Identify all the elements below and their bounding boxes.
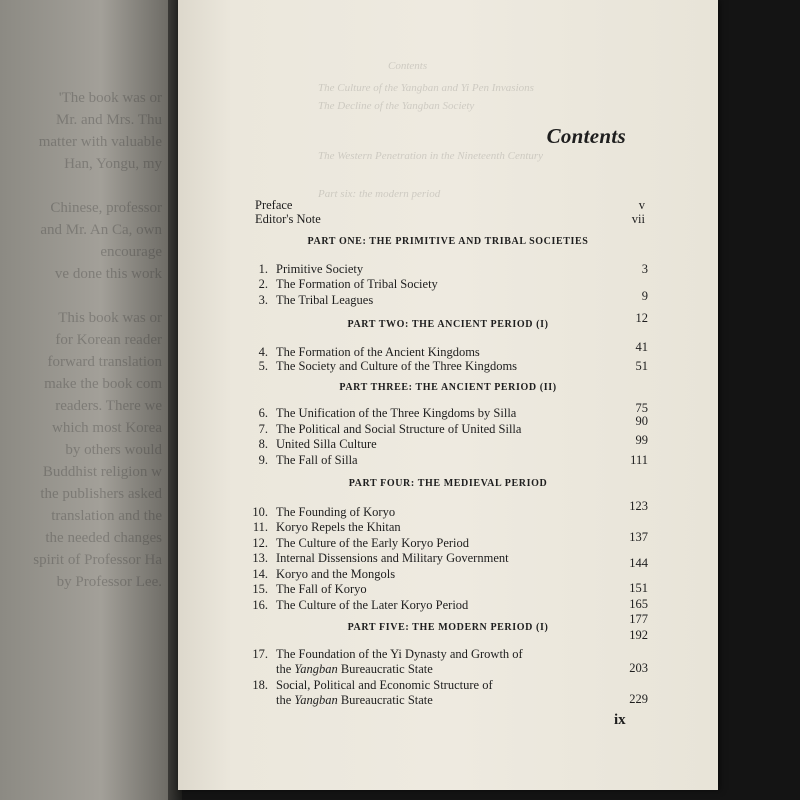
left-page-bleed-through: 'The book was or Mr. and Mrs. Thu matter with valuable Han, Yongu, my Chinese, professor and Mr. An Ca, own encourage ve done this work This book was or for Korean reader forward translation make the book com readers. There we which most Korea by others would Buddhist religion w the publishers asked translation and the the needed changes spirit of Professor Ha by Professor Lee. [0, 0, 168, 800]
chapter-page: 165 [629, 597, 648, 611]
contents-title: Contents [546, 124, 626, 148]
chapter-page: 90 [635, 414, 648, 428]
chapter-number: 10. [252, 505, 268, 519]
chapter-title: The Political and Social Structure of United Silla [276, 422, 522, 436]
chapter-number: 6. [258, 406, 268, 420]
chapter-number: 1. [258, 262, 268, 276]
chapter-title: The Culture of the Early Koryo Period [276, 536, 470, 550]
chapter-number: 5. [258, 359, 268, 373]
chapter-title: The Society and Culture of the Three Kingdoms [276, 359, 518, 373]
chapter-title: The Unification of the Three Kingdoms by Silla [276, 406, 517, 420]
chapter-title: Koryo and the Mongols [276, 567, 396, 581]
chapter-title: The Tribal Leagues [276, 293, 374, 307]
chapter-number: 18. [252, 678, 268, 692]
chapter-title: The Fall of Koryo [276, 582, 367, 596]
chapter-entry [178, 499, 718, 521]
chapter-page: 3 [641, 262, 648, 276]
chapter-title: The Formation of Tribal Society [276, 277, 438, 291]
chapter-title: The Founding of Koryo [276, 505, 396, 519]
chapter-title: The Foundation of the Yi Dynasty and Growth of [276, 647, 523, 661]
chapter-title: The Formation of the Ancient Kingdoms [276, 345, 480, 359]
chapter-number: 12. [252, 536, 268, 550]
chapter-page: 203 [629, 661, 648, 675]
entry-title: Editor's Note [255, 212, 321, 226]
chapter-entry [178, 262, 718, 278]
part-heading: PART FIVE: THE MODERN PERIOD (I) [347, 622, 549, 633]
chapter-number: 7. [258, 422, 268, 436]
chapter-title: Koryo Repels the Khitan [276, 520, 401, 534]
chapter-number: 14. [252, 567, 268, 581]
entry-title: Preface [255, 198, 293, 212]
chapter-page: 192 [629, 628, 648, 642]
contents-page: Contents The Culture of the Yangban and Yi Pen Invasions The Decline of the Yangban Society The Western Penetration in the Nineteenth Century Part six: the modern period Contents Preface v Editor's Note vii PART ONE: THE PRIMITIVE AND TRIBAL SOCIETIES 1. Primitive Society 3 2. The Formation of Tribal Society 9 3. The Tribal Leagues 12 PART TWO: THE ANCIENT PERIOD (I) 4. The Formation of the Ancient Kingdoms 41 5. The Society and Culture of the Three Kingdoms 51 PART THREE: THE ANCIENT PERIOD (II) 6. The Unification of the Three Kingdoms by Silla 75 7. The Political and Social Structure of United Silla 90 8. United Silla Culture 99 9. The Fall of Silla 111 PART FOUR: THE MEDIEVAL PERIOD 10. The Founding of Koryo 123 11. Koryo Repels the Khitan 137 12. The Culture of the Early Koryo Period 144 13. Internal Dissensions and Military Government 151 14. Koryo and the Mongols 165 15. The Fall of Koryo 177 16. The Culture of the Later Koryo Period 192 PART FIVE: THE MODERN PERIOD (I) 17. The Foundation of the Yi Dynasty and Growth of 203 the Yangban Bureaucratic State 18. Social, Political and Economic Structure of 229 the Yangban Bureaucratic State ix [178, 0, 718, 790]
chapter-page: 75 [635, 401, 648, 415]
entry-page: v [638, 198, 645, 212]
title-text: the [276, 662, 295, 676]
chapter-page: 41 [635, 340, 648, 354]
chapter-page: 151 [629, 581, 648, 595]
part-heading: PART TWO: THE ANCIENT PERIOD (I) [347, 319, 549, 330]
chapter-page: 111 [630, 453, 648, 467]
title-italic-term: Yangban [294, 662, 338, 676]
part-heading: PART ONE: THE PRIMITIVE AND TRIBAL SOCIETIES [307, 236, 589, 247]
front-matter-entry [178, 212, 718, 228]
part-heading: PART FOUR: THE MEDIEVAL PERIOD [348, 478, 548, 489]
chapter-title-continuation [178, 693, 718, 709]
chapter-page: 123 [629, 499, 648, 513]
chapter-title: United Silla Culture [276, 437, 377, 451]
title-text: Bureaucratic State [337, 662, 433, 676]
chapter-entry [178, 433, 718, 453]
chapter-page: 229 [629, 692, 648, 706]
chapter-number: 2. [258, 277, 268, 291]
chapter-number: 16. [252, 598, 268, 612]
chapter-number: 13. [252, 551, 268, 565]
title-text: Bureaucratic State [337, 693, 433, 707]
entry-page: vii [631, 212, 645, 226]
chapter-number: 3. [258, 293, 268, 307]
part-heading: PART THREE: THE ANCIENT PERIOD (II) [339, 382, 557, 393]
title-text: the [276, 693, 295, 707]
page-folio: ix [614, 712, 626, 728]
chapter-entry [178, 453, 718, 469]
chapter-title: Social, Political and Economic Structure of [276, 678, 493, 692]
chapter-number: 15. [252, 582, 268, 596]
chapter-entry [178, 359, 718, 375]
chapter-title: Primitive Society [276, 262, 364, 276]
chapter-number: 8. [258, 437, 268, 451]
chapter-number: 9. [258, 453, 268, 467]
chapter-title-continuation [178, 662, 718, 678]
chapter-page: 99 [635, 433, 648, 447]
chapter-number: 11. [252, 520, 268, 534]
chapter-page: 12 [635, 311, 648, 325]
chapter-number: 4. [258, 345, 268, 359]
chapter-page: 177 [629, 612, 648, 626]
chapter-title-line2 [276, 693, 433, 708]
title-italic-term: Yangban [294, 693, 338, 707]
chapter-title-line2 [276, 662, 433, 677]
chapter-page: 9 [641, 289, 648, 303]
chapter-page: 144 [629, 556, 648, 570]
chapter-page: 51 [635, 359, 648, 373]
chapter-title: The Culture of the Later Koryo Period [276, 598, 469, 612]
chapter-title: Internal Dissensions and Military Government [276, 551, 509, 565]
chapter-number: 17. [252, 647, 268, 661]
chapter-title: The Fall of Silla [276, 453, 358, 467]
chapter-page: 137 [629, 530, 648, 544]
